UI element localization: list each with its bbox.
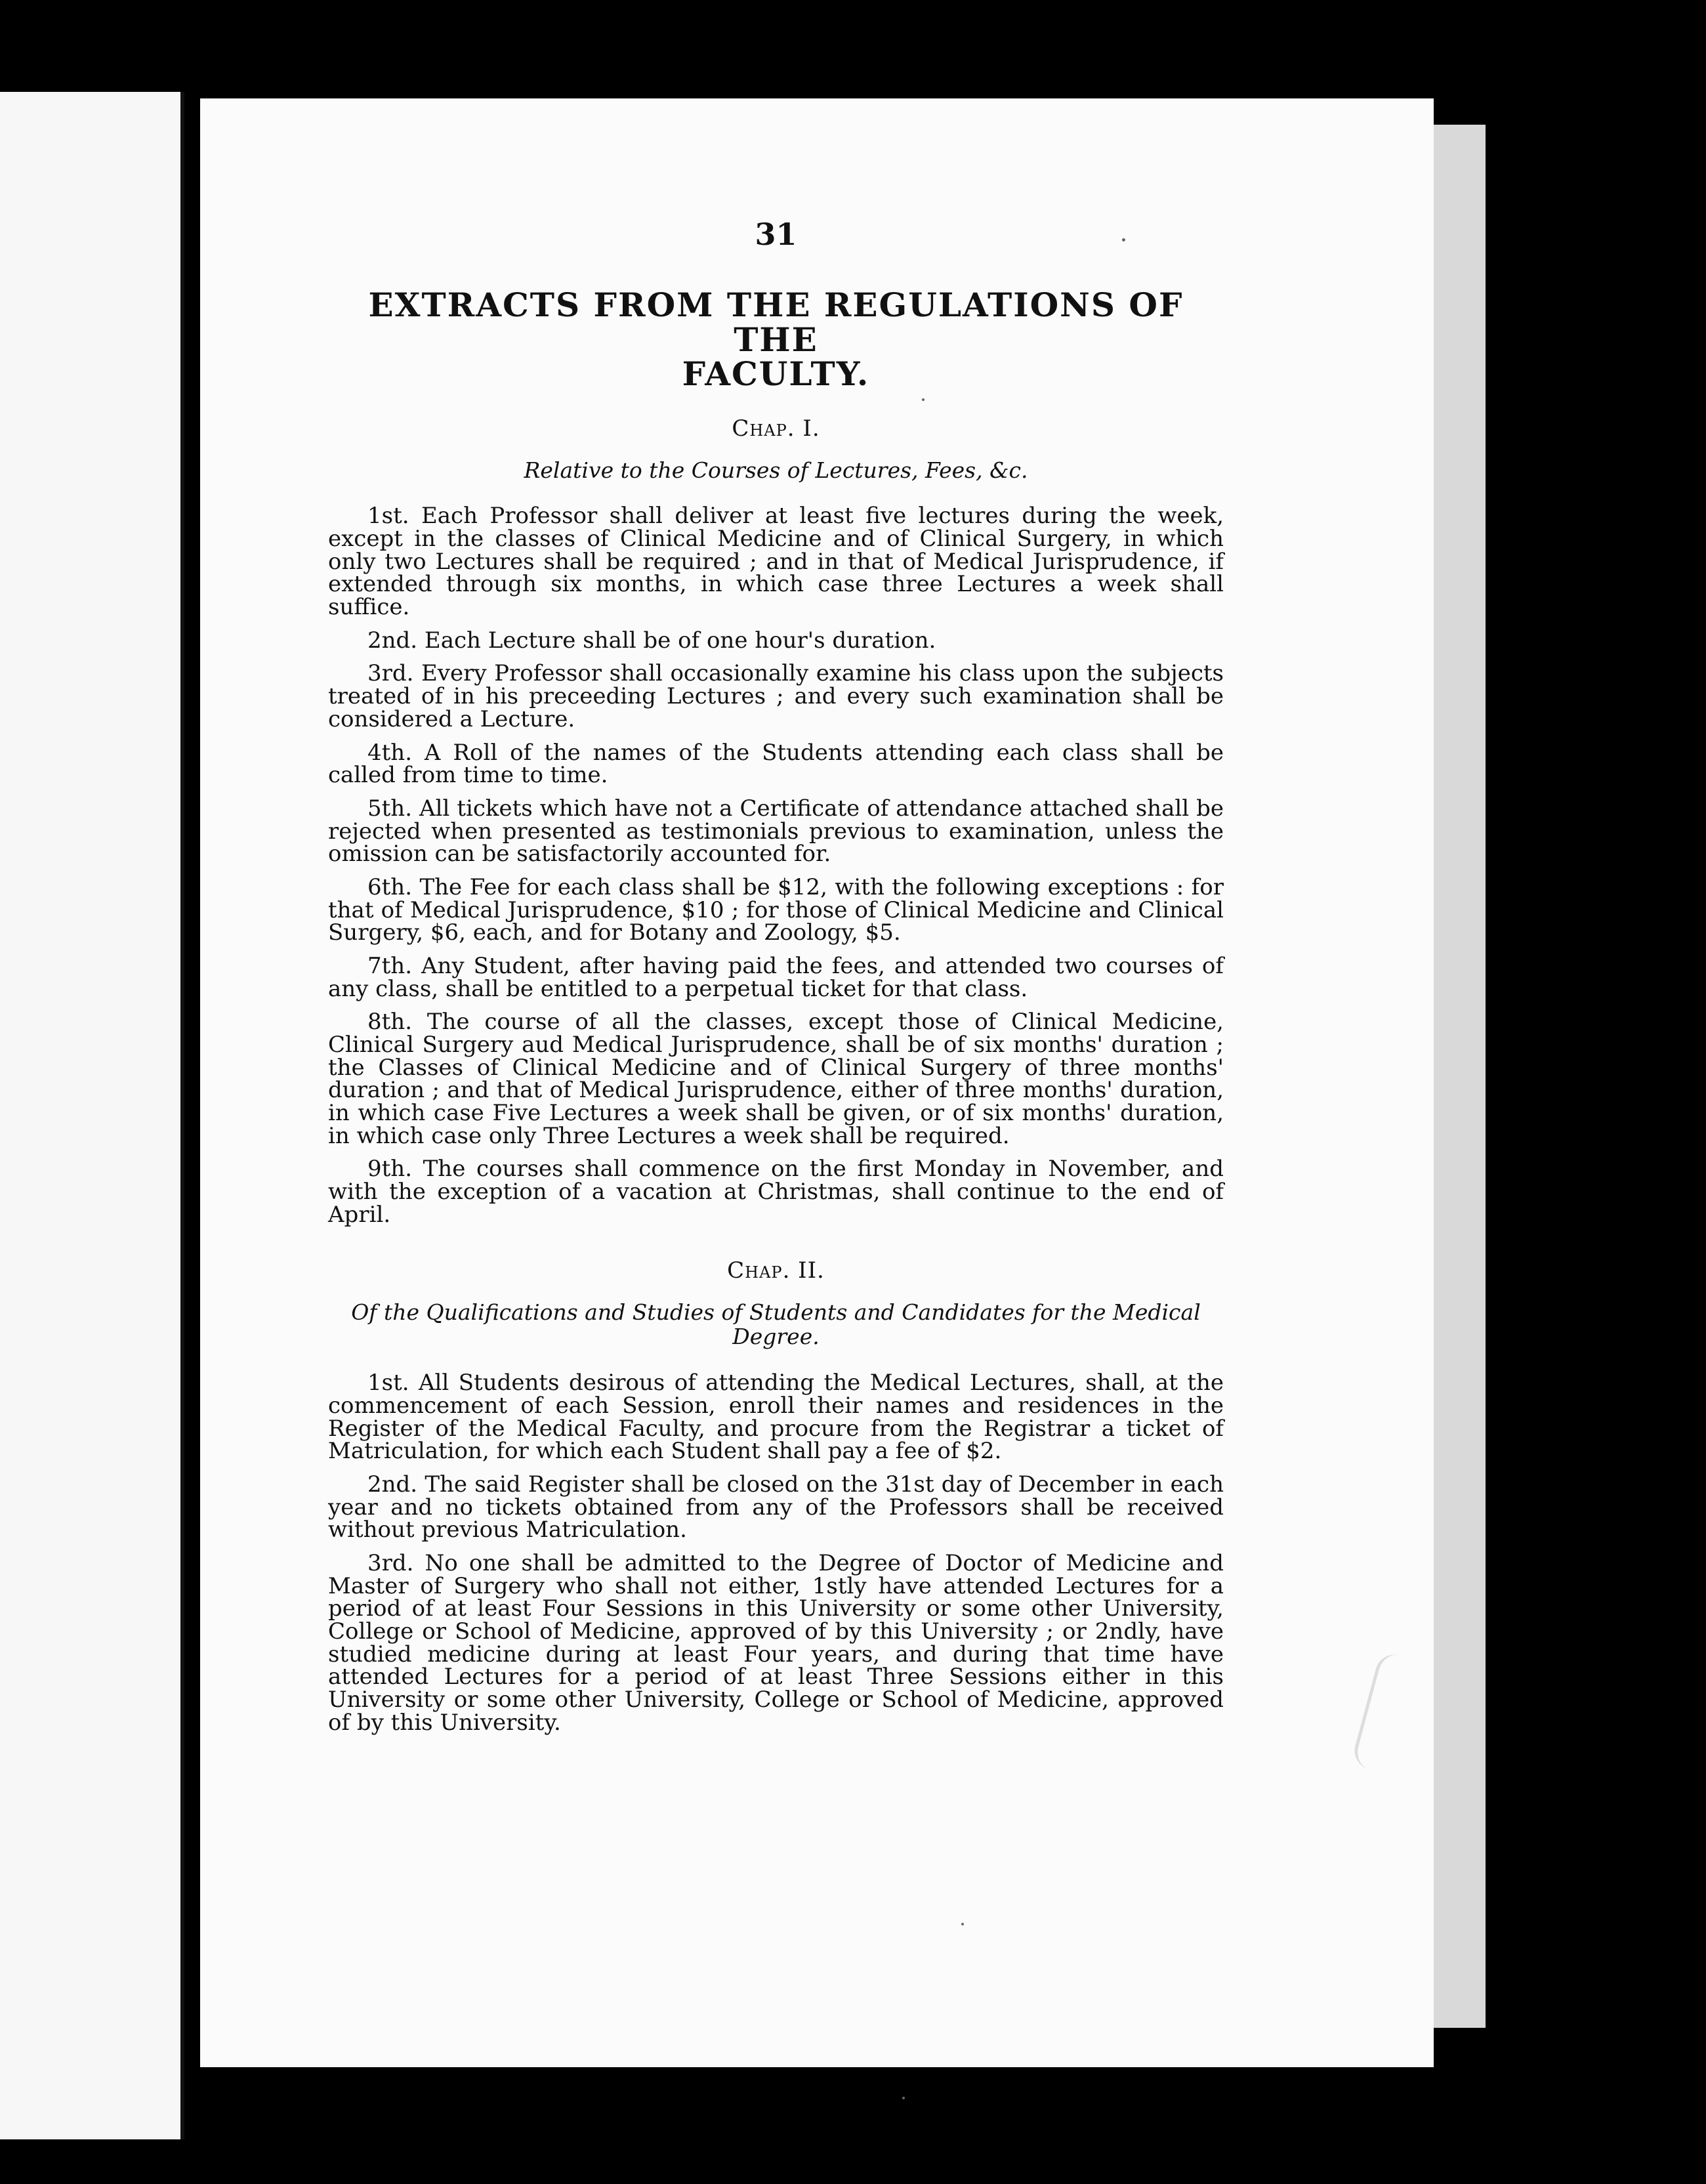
spacer [328,1236,1224,1246]
chapter-subtitle: Of the Qualifications and Studies of Students and Candidates for the Medical Degree. [351,1299,1201,1350]
text-block [328,217,1224,1744]
paragraph: 1st. All Students desirous of attending the Medical Lectures, shall, at the commencement of each Session, enroll their names and residences in the Register of the Medical Faculty, and procure from the Registrar a ticket of Matriculation, for which each Student shall pay a fee of $2. [328,1370,1224,1465]
page-title-line: FACULTY. [682,354,870,393]
paragraph: 3rd. No one shall be admitted to the Degree of Doctor of Medicine and Master of Surgery who shall not either, 1stly have attended Lectures for a period of at least Four Sessions in this University or some other University, College or School of Medicine, approved of by this University ; or 2ndly, have studied medicine during at least Four years, and during that time have attended Lectures for a period of at least Three Sessions either in this University or some other University, College or School of Medicine, approved of by this University. [328,1549,1224,1736]
paragraph: 2nd. The said Register shall be closed on the 31st day of December in each year and no tickets obtained from any of the Professors shall be received without previous Matriculation. [328,1471,1224,1544]
chapter-heading: Chap. II. [727,1257,825,1284]
paragraph: 4th. A Roll of the names of the Students attending each class shall be called from time to time. [328,739,1224,789]
chapter-subtitle: Relative to the Courses of Lectures, Fees, &c. [524,457,1028,483]
page-title-line: EXTRACTS FROM THE REGULATIONS OF THE [368,285,1184,359]
page-number: 31 [755,217,797,252]
paragraph: 6th. The Fee for each class shall be $12, with the following exceptions : for that of Medical Jurisprudence, $10 ; for those of Clinical Medicine and Clinical Surgery, $6, each, and for Botany and Zoology, $5. [328,873,1224,946]
paragraph: 8th. The course of all the classes, except those of Clinical Medicine, Clinical Surgery aud Medical Jurisprudence, shall be of six months' duration ; the Classes of Clinical Medicine and of Clinical Surgery of three months' duration ; and that of Medical Jurisprudence, either of three months' duration, in which case Five Lectures a week shall be given, or of six months' duration, in which case only Three Lectures a week shall be required. [328,1009,1224,1149]
paragraph: 3rd. Every Professor shall occasionally examine his class upon the subjects treated of in his preceeding Lectures ; and every such examination shall be considered a Lecture. [328,660,1224,732]
paragraph: 7th. Any Student, after having paid the fees, and attended two courses of any class, shall be entitled to a perpetual ticket for that class. [328,952,1224,1002]
page-edge [1430,125,1486,2028]
paragraph: 5th. All tickets which have not a Certificate of attendance attached shall be rejected when presented as testimonials previous to examination, unless the omission can be satisfactorily accounted for. [328,795,1224,868]
paragraph: 2nd. Each Lecture shall be of one hour's duration. [367,627,936,654]
pencil-mark [1350,1650,1422,1776]
page-title [328,285,1224,393]
paragraph: 9th. The courses shall commence on the first Monday in November, and with the exception of a vacation at Christmas, shall continue to the end of April. [328,1156,1224,1228]
document-page [200,98,1434,2067]
paragraph: 1st. Each Professor shall deliver at least five lectures during the week, except in the classes of Clinical Medicine and of Clinical Surgery, in which only two Lectures shall be required ; and in that of Medical Jurisprudence, if extended through six months, in which case three Lectures a week shall suffice. [328,503,1224,621]
chapter-heading: Chap. I. [732,415,820,442]
left-facing-page [0,92,184,2139]
